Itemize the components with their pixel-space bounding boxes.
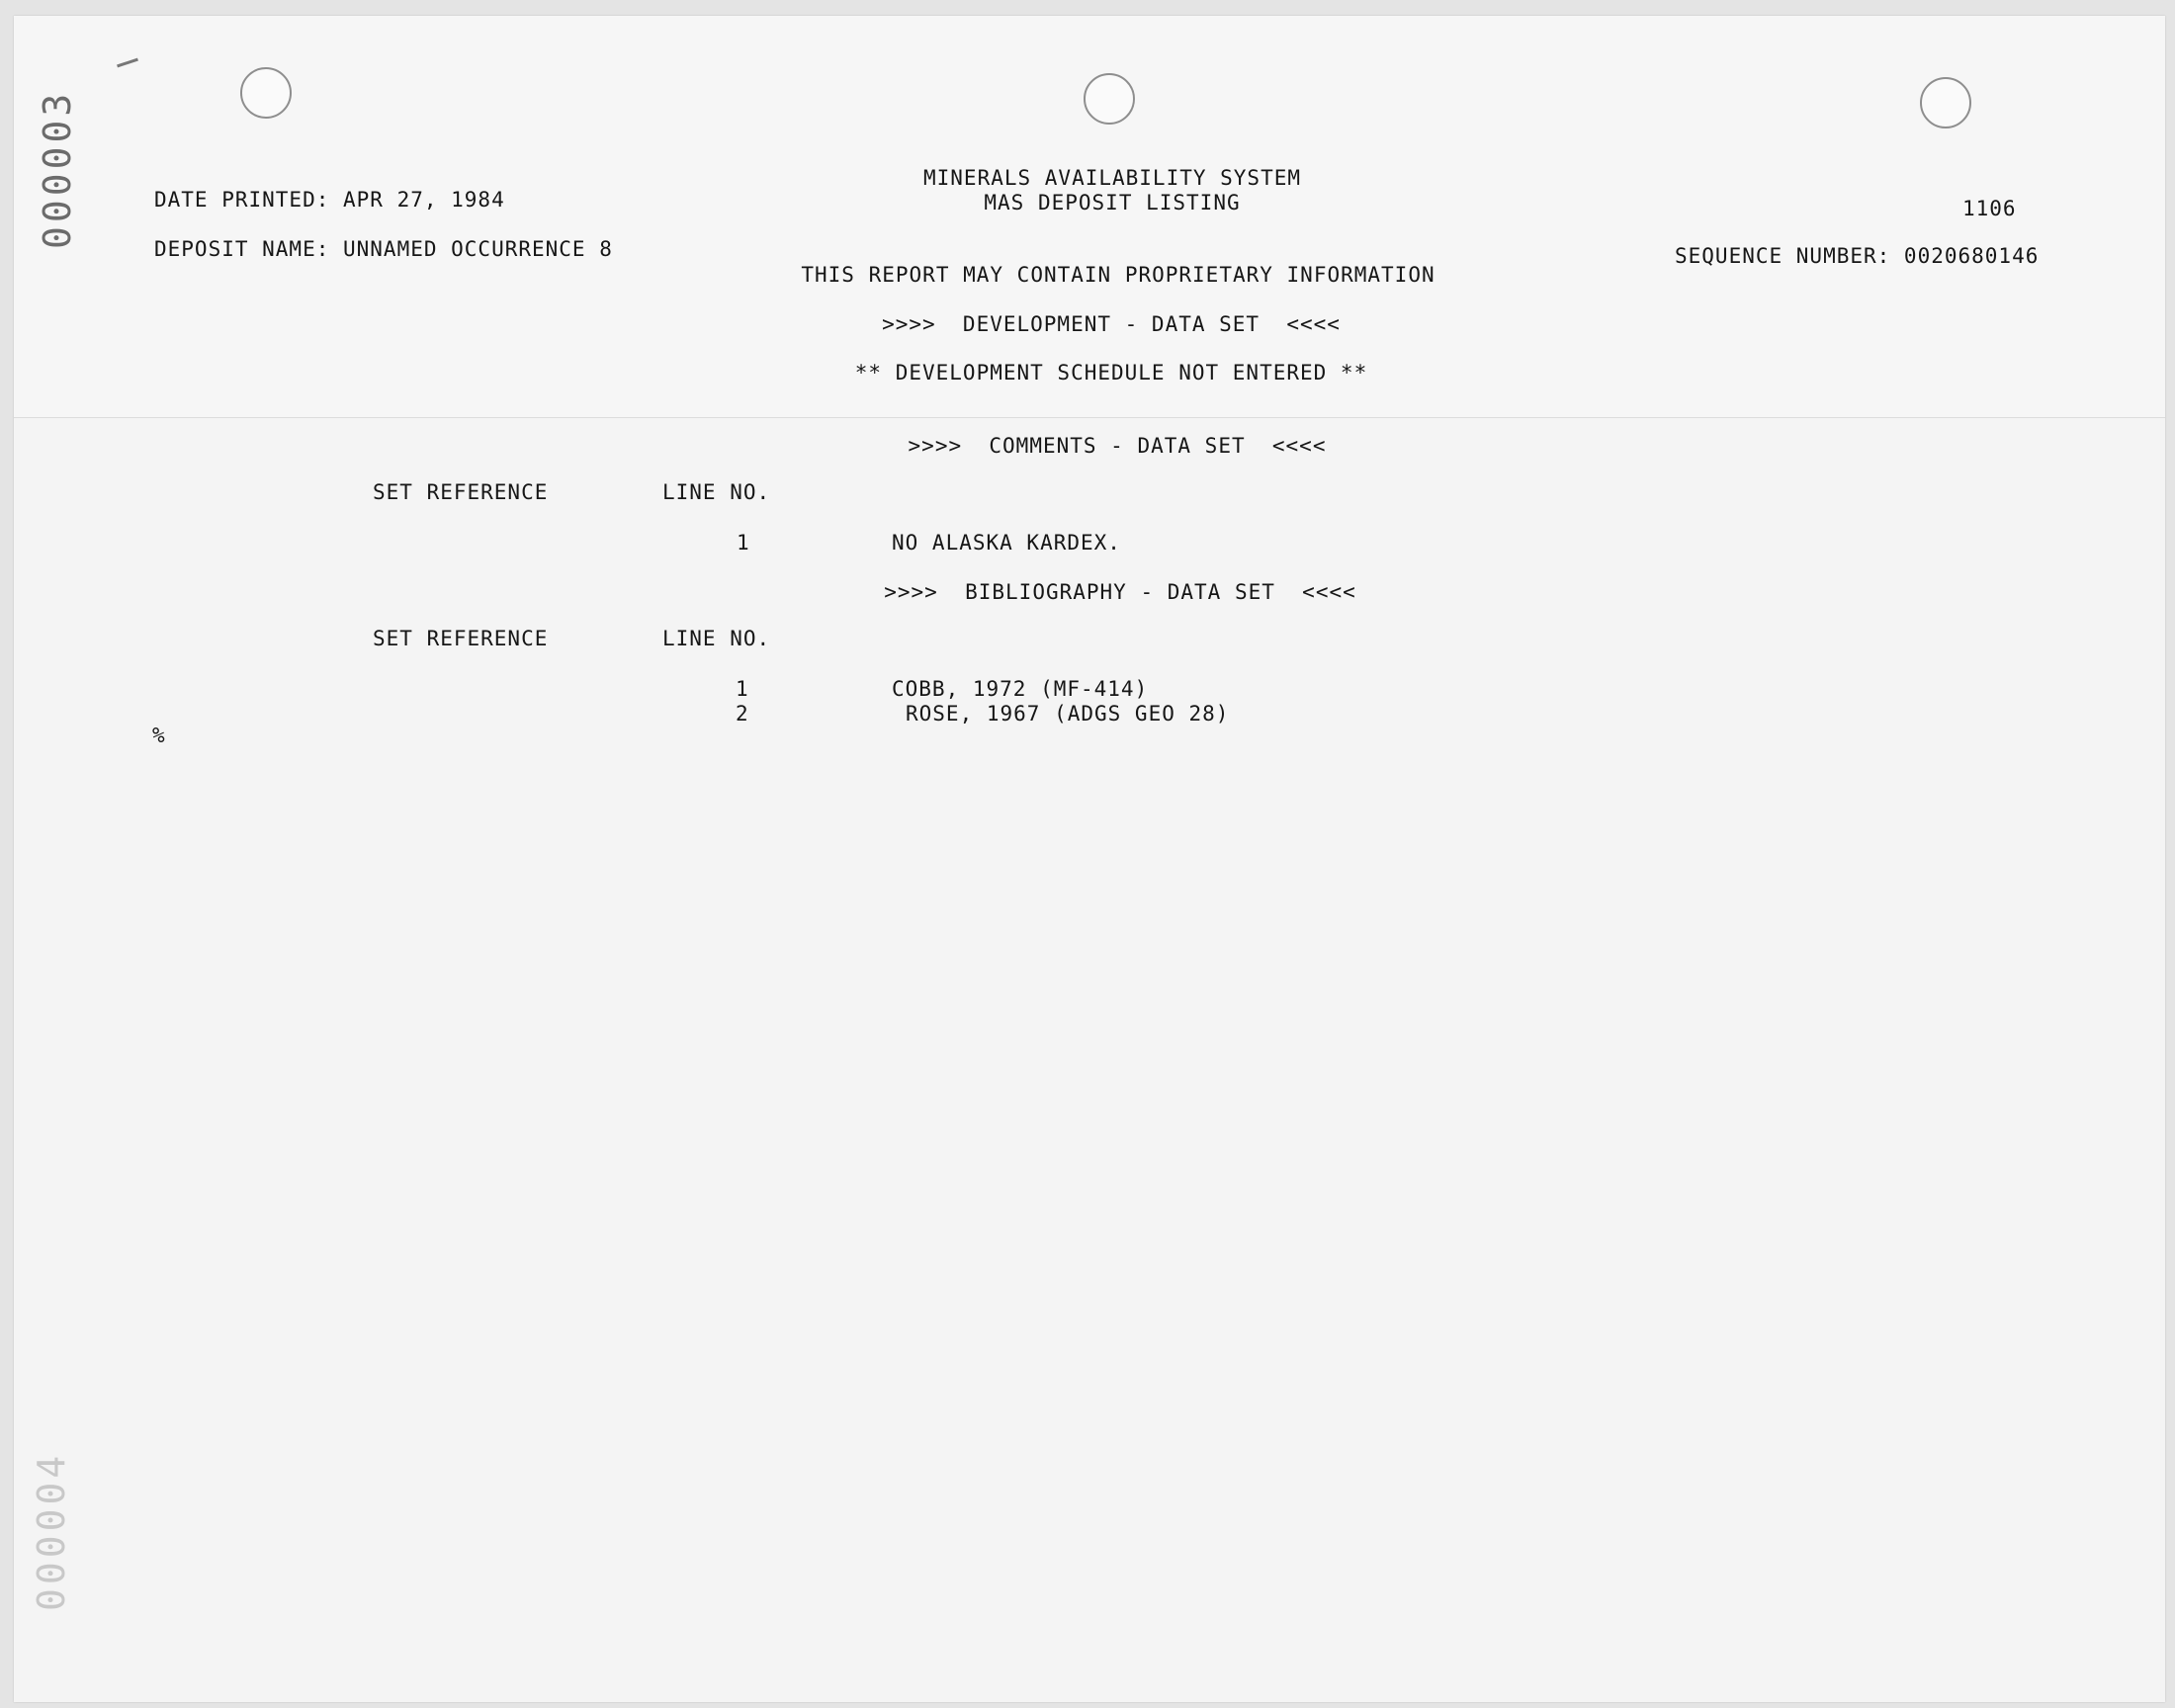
paper-top-fold bbox=[14, 16, 2165, 418]
bibliography-line-number: 1 bbox=[736, 677, 749, 701]
development-note: ** DEVELOPMENT SCHEDULE NOT ENTERED ** bbox=[854, 361, 1368, 384]
punch-hole-left bbox=[240, 67, 292, 119]
frame-number-stamp-faint: 000004 bbox=[30, 1451, 73, 1611]
sequence-number: SEQUENCE NUMBER: 0020680146 bbox=[1675, 244, 2040, 268]
date-printed: DATE PRINTED: APR 27, 1984 bbox=[154, 188, 505, 212]
comments-heading: >>>> COMMENTS - DATA SET <<<< bbox=[908, 434, 1327, 458]
frame-number-stamp: 000003 bbox=[36, 89, 79, 249]
development-heading: >>>> DEVELOPMENT - DATA SET <<<< bbox=[882, 312, 1341, 336]
bibliography-col-line-no: LINE NO. bbox=[662, 627, 771, 650]
proprietary-notice: THIS REPORT MAY CONTAIN PROPRIETARY INFORMATION bbox=[801, 263, 1436, 287]
bibliography-entry: ROSE, 1967 (ADGS GEO 28) bbox=[906, 702, 1230, 726]
end-marker: % bbox=[152, 724, 166, 747]
bibliography-heading: >>>> BIBLIOGRAPHY - DATA SET <<<< bbox=[884, 580, 1356, 604]
comment-text: NO ALASKA KARDEX. bbox=[892, 531, 1121, 555]
page-number: 1106 bbox=[1962, 197, 2017, 220]
listing-title: MAS DEPOSIT LISTING bbox=[984, 191, 1241, 214]
bibliography-entry: COBB, 1972 (MF-414) bbox=[892, 677, 1149, 701]
punch-hole-center bbox=[1084, 73, 1135, 125]
comments-col-line-no: LINE NO. bbox=[662, 480, 771, 504]
bibliography-col-set-reference: SET REFERENCE bbox=[373, 627, 549, 650]
comments-col-set-reference: SET REFERENCE bbox=[373, 480, 549, 504]
comment-line-number: 1 bbox=[737, 531, 750, 555]
punch-hole-right bbox=[1920, 77, 1971, 128]
system-title: MINERALS AVAILABILITY SYSTEM bbox=[922, 166, 1302, 190]
bibliography-line-number: 2 bbox=[736, 702, 749, 726]
deposit-name: DEPOSIT NAME: UNNAMED OCCURRENCE 8 bbox=[154, 237, 613, 261]
